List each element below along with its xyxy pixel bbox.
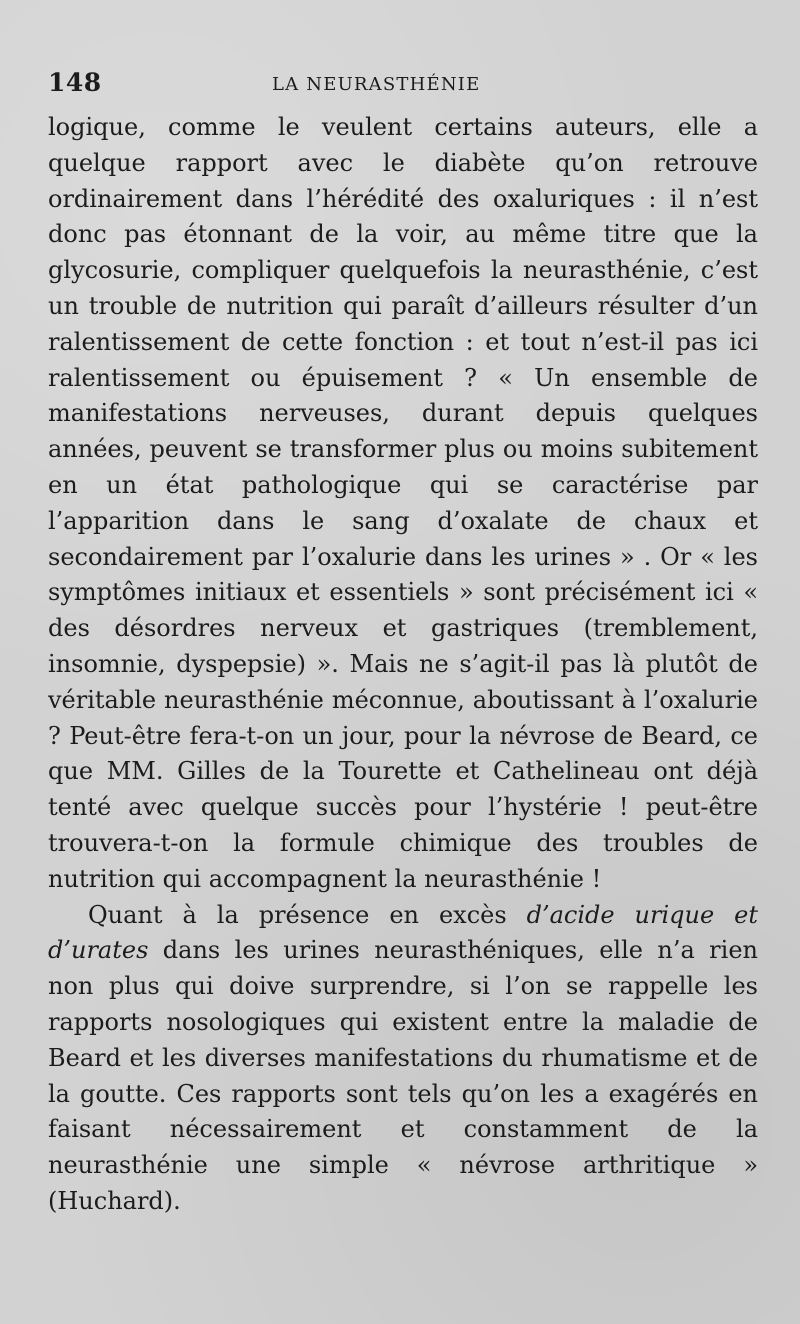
paragraph-2 [48,898,758,1220]
running-head [48,62,758,102]
body-text [48,110,758,1220]
running-title: LA NEURASTHÉNIE [272,74,481,95]
paragraph-2-lead: Quant à la présence en excès [88,900,527,929]
paragraph-2-italic: d’acide urique et d’urates [48,900,758,965]
paragraph-1: logique, comme le veulent certains auteurs, elle a quelque rapport avec le diabète qu’on retrouve ordinairement dans l’hérédité des oxaluriques : il n’est donc pas étonnant de la voir, au même titre que la glycosurie, compliquer quelquefois la neurasthénie, c’est un trouble de nutrition qui paraît d’ailleurs résulter d’un ralentissement de cette fonction : et tout n’est-il pas ici ralentissement ou épuisement ? « Un ensemble de manifestations nerveuses, durant depuis quelques années, peuvent se transformer plus ou moins subitement en un état pathologique qui se caractérise par l’apparition dans le sang d’oxalate de chaux et secondairement par l’oxalurie dans les urines » . Or « les symptômes initiaux et essentiels » sont précisément ici « des désordres nerveux et gastriques (tremblement, insomnie, dyspepsie) ». Mais ne s’agit-il pas là plutôt de véritable neurasthénie méconnue, aboutissant à l’oxalurie ? Peut-être fera-t-on un jour, pour la névrose de Beard, ce que MM. Gilles de la Tourette et Cathelineau ont déjà tenté avec quelque succès pour l’hystérie ! peut-être trouvera-t-on la formule chimique des troubles de nutrition qui accompagnent la neurasthénie ! [48,113,758,893]
page-number: 148 [48,68,102,97]
paragraph-2-rest: dans les urines neurasthéniques, elle n’a rien non plus qui doive surprendre, si l’on se rappelle les rapports nosologiques qui existent entre la maladie de Beard et les diverses manifestations du rhumatisme et de la goutte. Ces rapports sont tels qu’on les a exagérés en faisant nécessairement et constamment de la neurasthénie une simple « névrose arthritique » (Huchard). [48,936,758,1215]
